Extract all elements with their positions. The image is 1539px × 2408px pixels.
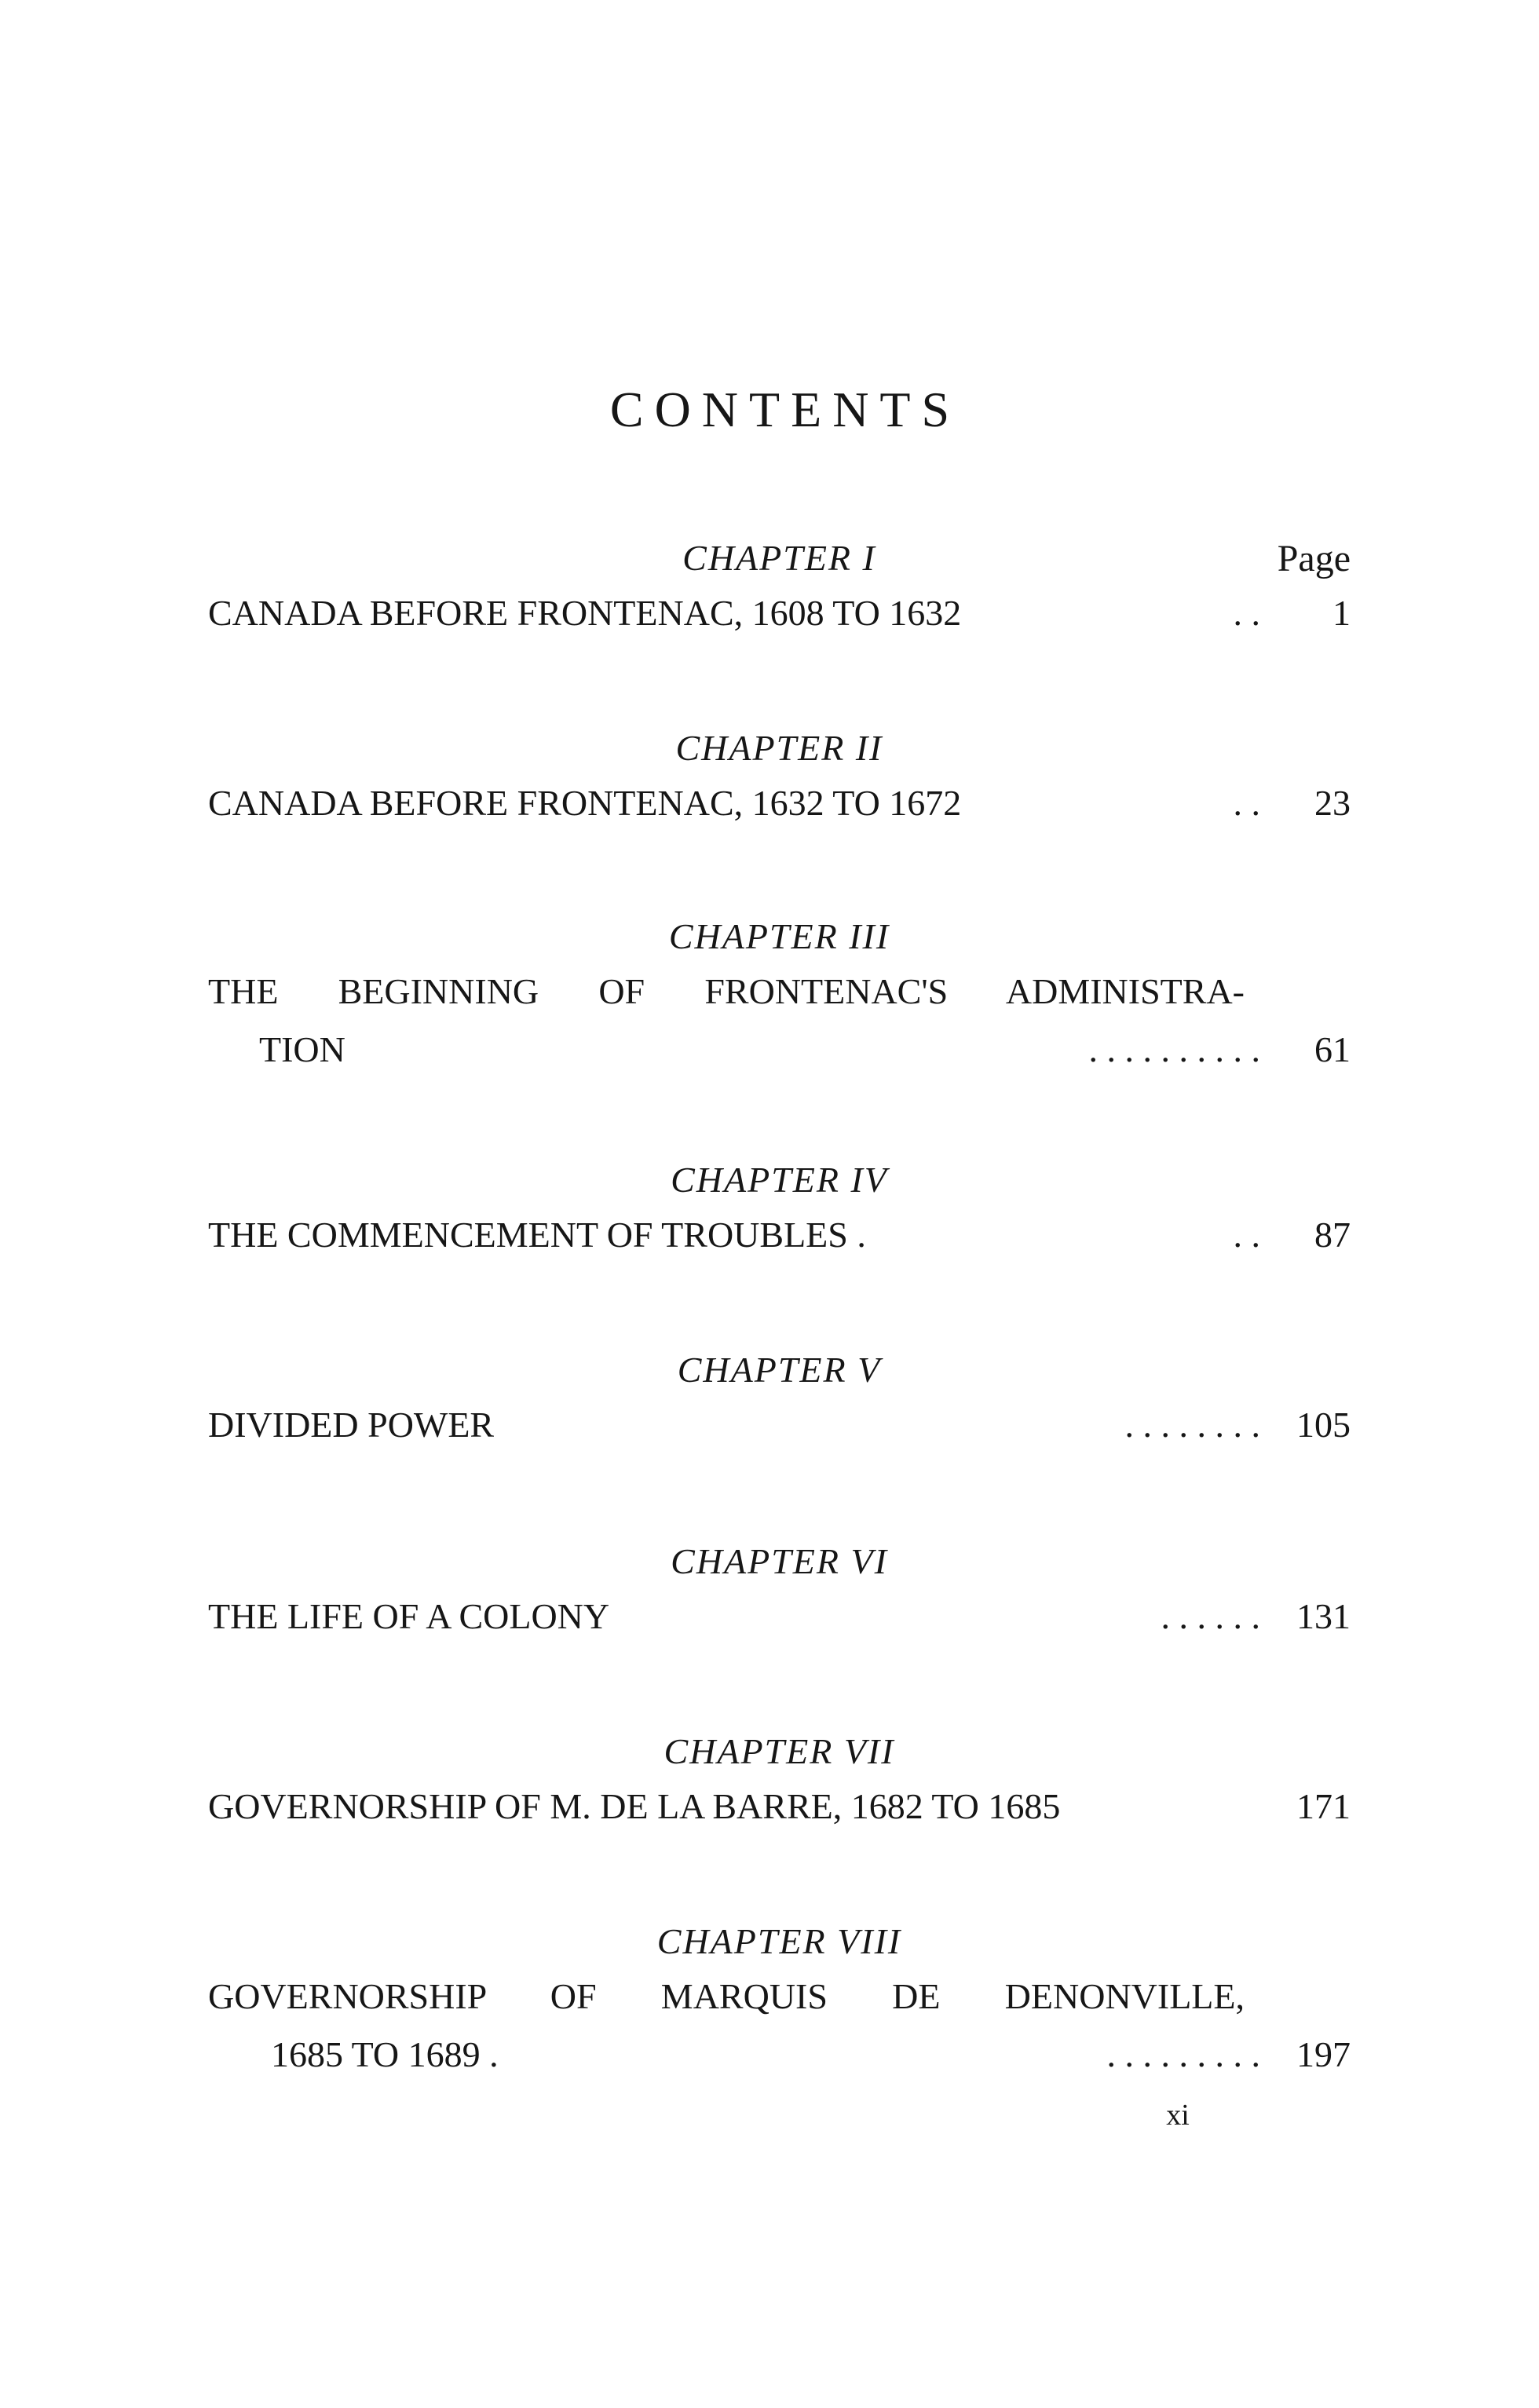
page-column-label: Page (1277, 538, 1351, 579)
chapter-label: CHAPTER V (677, 1350, 882, 1390)
chapter-label: CHAPTER I (682, 538, 876, 578)
contents-heading: CONTENTS (609, 382, 961, 437)
dot-leader: . . (1233, 1217, 1260, 1253)
page-number: 1 (1332, 593, 1351, 633)
chapter-title-text: GOVERNORSHIP OF M. DE LA BARRE, 1682 TO 1685 (208, 1786, 1061, 1826)
chapter-label: CHAPTER VII (663, 1731, 895, 1771)
chapter-title-continuation: TION (259, 1029, 345, 1069)
dot-leader: . . (1233, 785, 1260, 821)
chapter-title-text: GOVERNORSHIP OF MARQUIS DE DENONVILLE, (208, 1976, 1245, 2016)
chapter-label: CHAPTER III (668, 916, 890, 956)
page-number: 131 (1296, 1596, 1351, 1636)
chapter-title-text: THE BEGINNING OF FRONTENAC'S ADMINISTRA- (208, 971, 1245, 1011)
chapter-label: CHAPTER II (675, 728, 883, 768)
chapter-title-text: CANADA BEFORE FRONTENAC, 1632 TO 1672 (208, 783, 962, 823)
page-number: 87 (1314, 1215, 1351, 1255)
dot-leader: . . (1233, 595, 1260, 631)
page-number: 23 (1314, 783, 1351, 823)
chapter-label: CHAPTER VIII (656, 1921, 902, 1961)
chapter-label: CHAPTER IV (671, 1160, 888, 1200)
chapter-title-text: CANADA BEFORE FRONTENAC, 1608 TO 1632 (208, 593, 962, 633)
dot-leader: . . . . . . (1161, 1599, 1260, 1635)
chapter-title-text: THE COMMENCEMENT OF TROUBLES . (208, 1215, 866, 1255)
dot-leader: . . . . . . . . (1124, 1407, 1260, 1443)
chapter-label: CHAPTER VI (671, 1541, 888, 1581)
page-number: 171 (1296, 1786, 1351, 1826)
dot-leader: . . . . . . . . . (1106, 2037, 1260, 2073)
dot-leader: . . . . . . . . . . (1088, 1032, 1260, 1068)
page-number: 197 (1296, 2034, 1351, 2074)
page-number: 105 (1296, 1405, 1351, 1445)
chapter-title-text: THE LIFE OF A COLONY (208, 1596, 610, 1636)
chapter-title-continuation: 1685 TO 1689 . (271, 2034, 499, 2074)
page-folio: xi (1166, 2099, 1190, 2132)
page-number: 61 (1314, 1029, 1351, 1069)
chapter-title-text: DIVIDED POWER (208, 1405, 495, 1445)
